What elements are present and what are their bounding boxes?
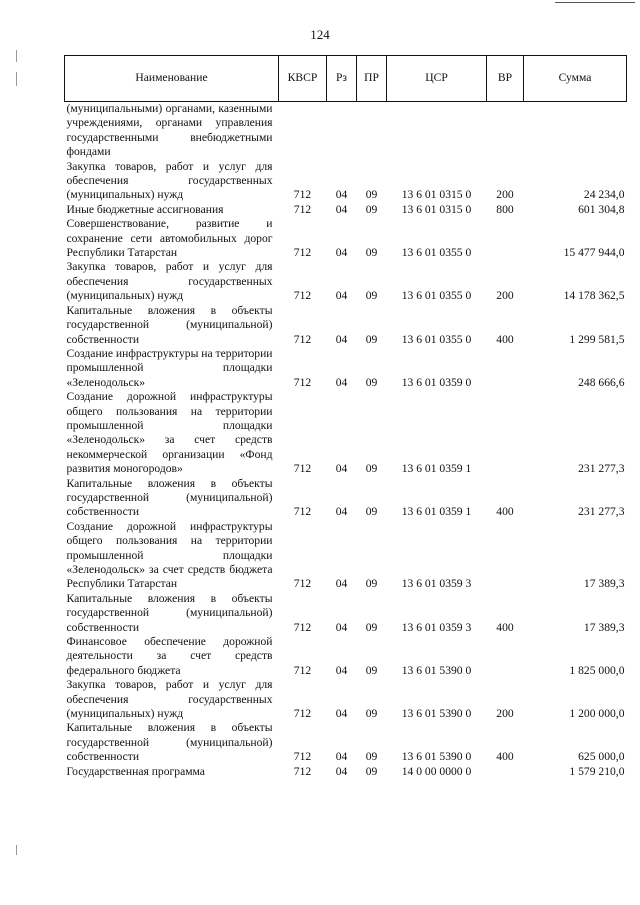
row-kvsr: 712 [293,462,312,476]
row-sum: 1 200 000,0 [569,707,625,721]
row-csr: 13 6 01 0359 0 [401,375,472,389]
row-name: Капитальные вложения в объекты государственной (муниципальной) собственности [66,591,273,634]
row-vr [487,765,524,779]
table-header-row [65,56,627,102]
header-name: Наименование [65,56,279,102]
row-rz: 04 [335,289,348,303]
table-row [65,304,627,347]
row-name: Финансовое обеспечение дорожной деятельности за счет средств федерального бюджета [66,635,273,677]
row-sum: 1 579 210,0 [569,764,625,778]
row-rz: 04 [335,577,348,591]
row-kvsr: 712 [293,375,312,389]
row-name: Создание дорожной инфраструктуры общего пользования на территории промышленной площадки «Зеленодольск» за счет средств некоммерческой организации «Фонд развития моногородов» [66,390,273,476]
row-kvsr: 712 [293,332,312,346]
table-row [65,765,627,779]
row-vr [487,390,524,476]
header-sum: Сумма [524,56,627,102]
row-name: Закупка товаров, работ и услуг для обеспечения государственных (муниципальных) нужд [66,260,273,303]
row-kvsr: 712 [293,577,312,591]
row-sum: 248 666,6 [578,375,625,389]
row-sum [524,102,627,160]
row-csr: 13 6 01 0359 1 [401,462,472,476]
row-name: (муниципальными) органами, казенными учреждениями, органами управления государственными внебюджетными фондами [66,102,273,159]
row-pr: 09 [365,332,378,346]
row-pr: 09 [365,620,378,634]
row-vr [487,635,524,678]
row-kvsr: 712 [293,289,312,303]
row-rz: 04 [335,188,348,202]
row-csr: 13 6 01 0355 0 [401,332,472,346]
margin-mark [16,845,17,855]
margin-mark [16,50,17,62]
table-row [65,592,627,635]
row-rz: 04 [335,707,348,721]
page-number: 124 [310,27,330,42]
header-rz: Рз [327,56,357,102]
row-rz: 04 [335,505,348,519]
row-rz: 04 [335,620,348,634]
row-vr: 400 [496,750,514,764]
row-kvsr: 712 [293,620,312,634]
row-pr: 09 [365,289,378,303]
row-kvsr: 712 [293,246,312,260]
row-sum: 1 825 000,0 [569,663,625,677]
row-vr: 400 [496,332,514,346]
row-vr [487,347,524,390]
row-pr: 09 [365,462,378,476]
row-name: Создание дорожной инфраструктуры общего пользования на территории промышленной площадки «Зеленодольск» за счет средств бюджета Республики Татарстан [66,519,273,591]
margin-mark [16,72,17,86]
budget-table [64,55,627,779]
row-kvsr: 712 [293,505,312,519]
row-name: Иные бюджетные ассигнования [66,202,224,216]
row-vr [487,102,524,160]
row-csr: 13 6 01 0315 0 [401,188,472,202]
row-pr [357,102,387,160]
row-name: Создание инфраструктуры на территории промышленной площадки «Зеленодольск» [66,346,273,389]
table-row [65,477,627,520]
row-vr: 200 [496,188,514,202]
row-pr: 09 [365,202,378,216]
row-sum: 24 234,0 [583,188,625,202]
row-rz: 04 [335,202,348,216]
row-sum: 625 000,0 [578,750,625,764]
row-kvsr: 712 [293,663,312,677]
row-vr: 400 [496,505,514,519]
row-rz: 04 [335,462,348,476]
row-sum: 17 389,3 [583,577,625,591]
top-border-line [555,2,635,3]
row-kvsr [279,102,327,160]
row-csr: 13 6 01 0359 3 [401,577,472,591]
row-sum: 1 299 581,5 [569,332,625,346]
table-row [65,390,627,476]
row-kvsr: 712 [293,202,312,216]
row-pr: 09 [365,707,378,721]
row-rz [327,102,357,160]
row-vr: 400 [496,620,514,634]
row-sum: 14 178 362,5 [563,289,625,303]
row-vr: 800 [496,202,514,216]
row-name: Капитальные вложения в объекты государственной (муниципальной) собственности [66,476,273,519]
table-row [65,635,627,678]
table-row [65,520,627,592]
table-row [65,102,627,160]
row-pr: 09 [365,663,378,677]
row-kvsr: 712 [293,707,312,721]
row-name: Государственная программа [66,764,205,778]
row-rz: 04 [335,750,348,764]
row-sum: 231 277,3 [578,462,625,476]
row-csr: 13 6 01 0355 0 [401,246,472,260]
table-row [65,160,627,203]
row-csr: 14 0 00 0000 0 [401,764,472,778]
row-name: Закупка товаров, работ и услуг для обеспечения государственных (муниципальных) нужд [66,678,273,721]
row-csr: 13 6 01 5390 0 [401,663,472,677]
table-row [65,721,627,764]
row-rz: 04 [335,332,348,346]
row-pr: 09 [365,764,378,778]
row-vr [487,217,524,260]
header-kvsr: КВСР [279,56,327,102]
row-csr: 13 6 01 0359 3 [401,620,472,634]
row-vr: 200 [496,289,514,303]
row-kvsr: 712 [293,764,312,778]
table-row [65,203,627,217]
row-csr: 13 6 01 5390 0 [401,707,472,721]
row-csr: 13 6 01 0359 1 [401,505,472,519]
row-sum: 601 304,8 [578,202,625,216]
row-rz: 04 [335,764,348,778]
row-pr: 09 [365,505,378,519]
row-sum: 231 277,3 [578,505,625,519]
table-row [65,678,627,721]
row-csr: 13 6 01 5390 0 [401,750,472,764]
row-sum: 15 477 944,0 [563,246,625,260]
row-kvsr: 712 [293,188,312,202]
row-pr: 09 [365,577,378,591]
row-pr: 09 [365,750,378,764]
row-csr: 13 6 01 0315 0 [401,202,472,216]
row-vr: 200 [496,707,514,721]
row-sum: 17 389,3 [583,620,625,634]
row-name: Закупка товаров, работ и услуг для обеспечения государственных (муниципальных) нужд [66,159,273,202]
row-csr [387,102,487,160]
header-pr: ПР [357,56,387,102]
row-pr: 09 [365,375,378,389]
row-vr [487,520,524,592]
row-name: Капитальные вложения в объекты государственной (муниципальной) собственности [66,303,273,346]
row-name: Совершенствование, развитие и сохранение сети автомобильных дорог Республики Татарстан [66,217,273,260]
table-row [65,260,627,303]
table-row [65,217,627,260]
row-rz: 04 [335,246,348,260]
row-csr: 13 6 01 0355 0 [401,289,472,303]
row-rz: 04 [335,375,348,389]
header-csr: ЦСР [387,56,487,102]
row-name: Капитальные вложения в объекты государственной (муниципальной) собственности [66,721,273,764]
row-pr: 09 [365,188,378,202]
row-rz: 04 [335,663,348,677]
header-vr: ВР [487,56,524,102]
table-row [65,347,627,390]
row-kvsr: 712 [293,750,312,764]
row-pr: 09 [365,246,378,260]
